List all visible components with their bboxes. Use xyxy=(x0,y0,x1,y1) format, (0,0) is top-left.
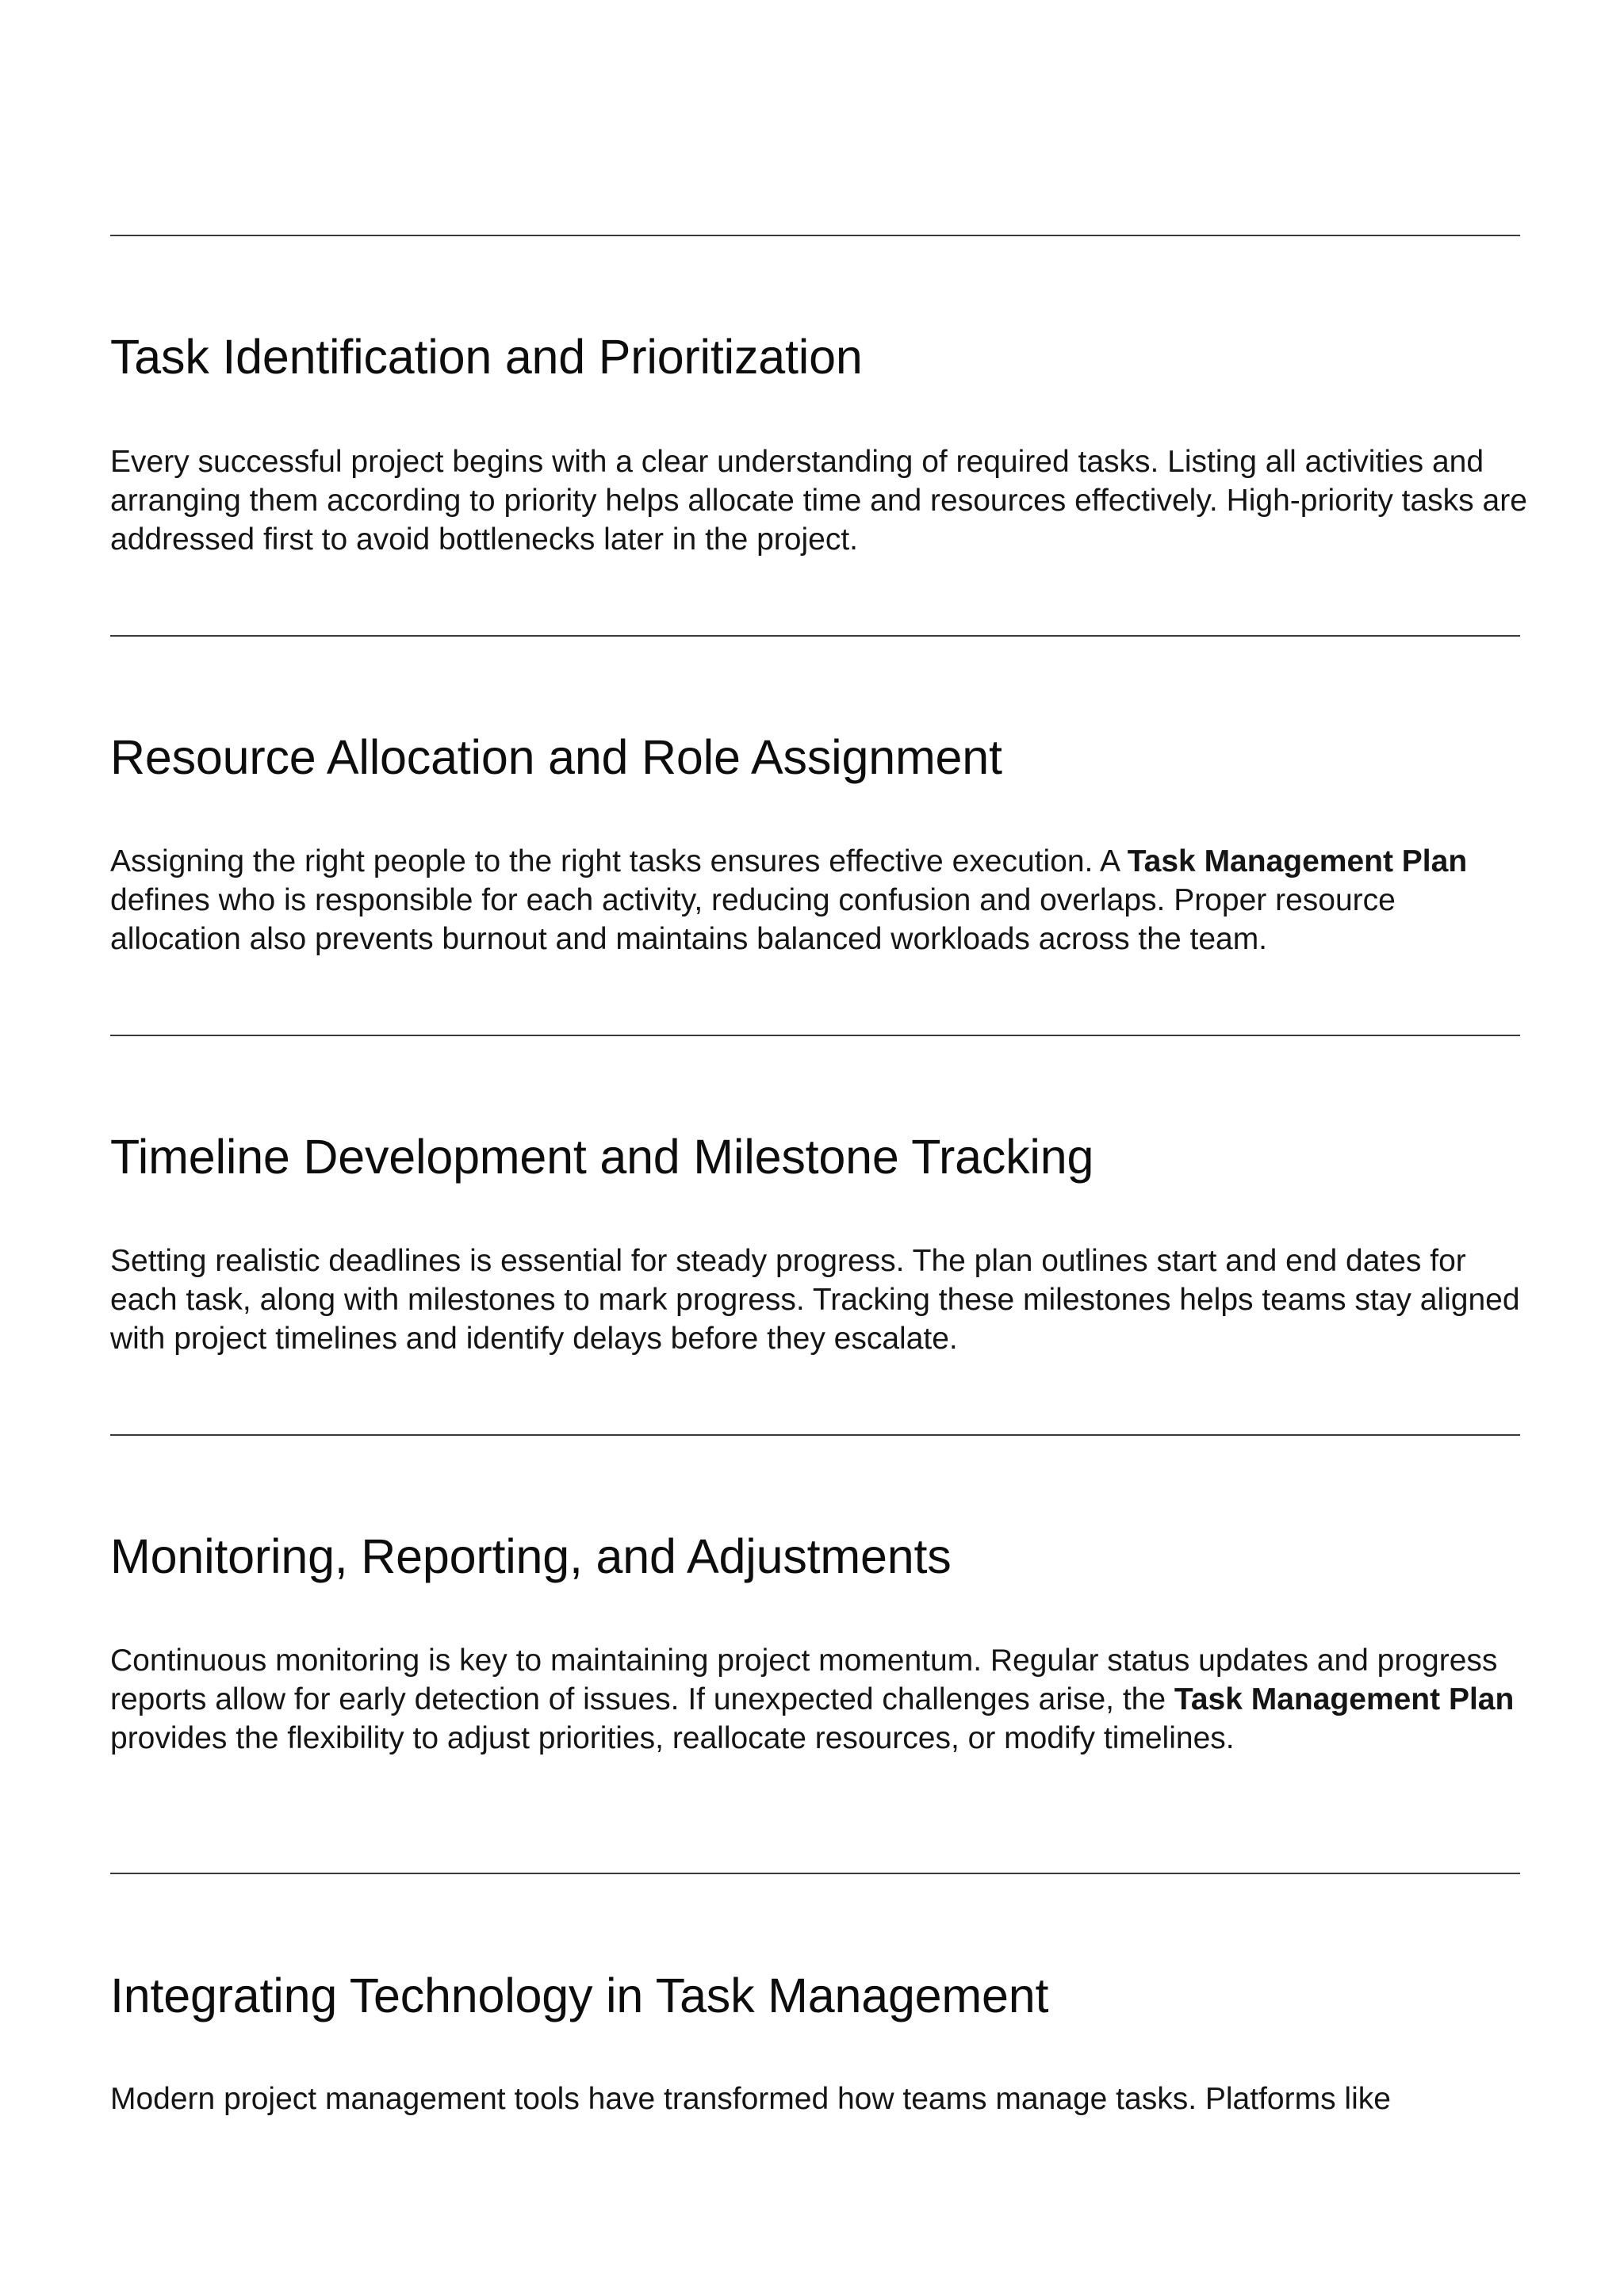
text-run: Continuous monitoring is key to maintaining project momentum. Regular status updates and progress reports allow for early detection of issues. If unexpected challenges arise, the xyxy=(110,1644,1498,1716)
section-paragraph xyxy=(110,842,1530,959)
bold-text-run: Task Management Plan xyxy=(1174,1682,1515,1716)
section-heading: Task Identification and Prioritization xyxy=(110,330,863,384)
section-heading: Monitoring, Reporting, and Adjustments xyxy=(110,1529,952,1583)
section-divider xyxy=(110,1873,1520,1874)
section-heading: Integrating Technology in Task Management xyxy=(110,1969,1049,2022)
section-paragraph xyxy=(110,1641,1530,1758)
text-run: Assigning the right people to the right tasks ensures effective execution. A xyxy=(110,844,1128,878)
text-run: Modern project management tools have transformed how teams manage tasks. Platforms like xyxy=(110,2082,1391,2116)
section-heading: Timeline Development and Milestone Tracking xyxy=(110,1130,1094,1184)
section-paragraph xyxy=(110,2080,1530,2118)
section-paragraph xyxy=(110,1242,1530,1358)
bold-text-run: Task Management Plan xyxy=(1127,844,1468,878)
text-run: provides the flexibility to adjust priorities, reallocate resources, or modify timelines. xyxy=(110,1721,1235,1755)
section-divider xyxy=(110,1434,1520,1436)
section-divider xyxy=(110,1035,1520,1036)
section-heading: Resource Allocation and Role Assignment xyxy=(110,730,1002,784)
text-run: Every successful project begins with a clear understanding of required tasks. Listing all activities and arranging them according to priority helps allocate time and resources effectively. High-priority tasks are addressed first to avoid bottlenecks later in the project. xyxy=(110,445,1527,557)
section-paragraph xyxy=(110,442,1530,559)
section-divider xyxy=(110,235,1520,236)
text-run: defines who is responsible for each activity, reducing confusion and overlaps. Proper resource allocation also prevents burnout and maintains balanced workloads across the team. xyxy=(110,883,1396,956)
text-run: Setting realistic deadlines is essential for steady progress. The plan outlines start and end dates for each task, along with milestones to mark progress. Tracking these milestones helps teams stay aligned with project timelines and identify delays before they escalate. xyxy=(110,1244,1520,1356)
section-divider xyxy=(110,635,1520,637)
